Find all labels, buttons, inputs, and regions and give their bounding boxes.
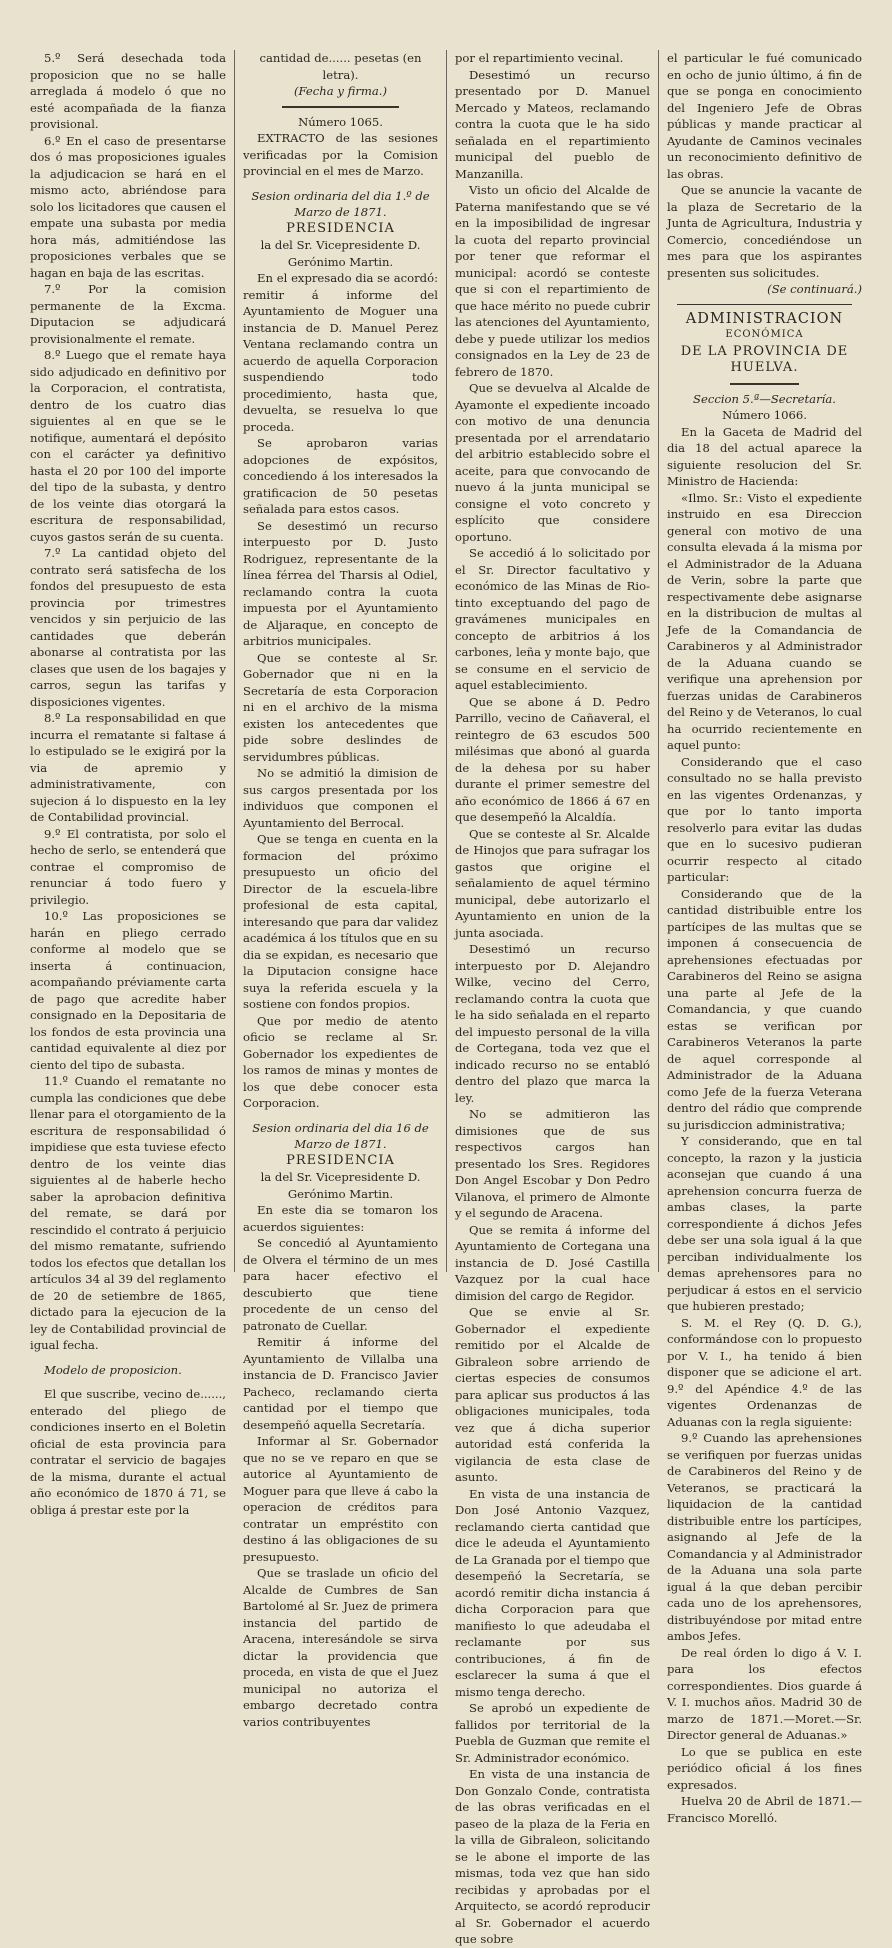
paragraph: Considerando que de la cantidad distribuible entre los partícipes de las multas que se imponen á consecuencia de aprehensiones efectuadas por Carabineros del Reino se asigna una parte al Jefe de la Comandancia, y que cuando estas se verifican por Carabineros Veteranos la parte de aquel corresponde al Administrador de la Aduana como Jefe de la fuerza Veterana dentro del rádio que comprende su jurisdiccion administrativa;: [667, 886, 862, 1132]
paragraph: Se aprobó un expediente de fallidos por territorial de la Puebla de Guzman que remite el Sr. Administrador económico.: [455, 1701, 650, 1765]
paragraph: De real órden lo digo á V. I. para los efectos correspondientes. Dios guarde á V. I. muchos años. Madrid 30 de marzo de 1871.—Moret.—Sr. Director general de Aduanas.»: [667, 1645, 862, 1742]
paragraph: En la Gaceta de Madrid del dia 18 del actual aparece la siguiente resolucion del Sr. Ministro de Hacienda:: [667, 424, 862, 488]
paragraph: Remitir á informe del Ayuntamiento de Villalba una instancia de D. Francisco Javier Pacheco, reclamando cierta cantidad por el tiempo que desempeñó aquella Secretaría.: [243, 1335, 438, 1432]
paragraph: S. M. el Rey (Q. D. G.), conformándose con lo propuesto por V. I., ha tenido á bien disponer que se adicione el art. 9.º del Apéndice 4.º de las vigentes Ordenanzas de Aduanas con la regla siguiente:: [667, 1315, 862, 1429]
notice-number: Número 1065.: [298, 114, 383, 129]
paragraph: 8.º La responsabilidad en que incurra el rematante si faltase á lo estipulado se le exigirá por la via de apremio y administrativamente, con sujecion á lo dispuesto en la ley de Contabilidad provincial.: [30, 711, 226, 824]
paragraph: Que se devuelva al Alcalde de Ayamonte el expediente incoado con motivo de una denuncia presentada por el arrendatario del arbitrio establecido sobre el aceite, para que convocando de nuevo á la junta municipal se consigne el voto concreto y esplícito que considere oportuno.: [455, 381, 650, 544]
paragraph: Se aprobaron varias adopciones de expósitos, concediendo á los interesados la gratificacion de 50 pesetas señalada para estos casos.: [243, 436, 438, 516]
paragraph: 9.º El contratista, por solo el hecho de serlo, se entenderá que contrae el compromiso de renunciar á todo fuero y privilegio.: [30, 826, 226, 907]
session-heading: Sesion ordinaria del dia 16 de Marzo de 1871.: [252, 1120, 429, 1151]
paragraph: Se concedió al Ayuntamiento de Olvera el término de un mes para hacer efectivo el descubierto que tiene procedente de un censo del patronato de Cuellar.: [243, 1236, 438, 1333]
presidencia-heading: PRESIDENCIA: [286, 1152, 395, 1168]
paragraph: El que suscribe, vecino de......, enterado del pliego de condiciones inserto en el Boletin oficial de esta provincia para contratar el servicio de bagajes de la misma, durante el actual año económico de 1870 á 71, se obliga á prestar este por la: [30, 1387, 226, 1517]
fecha-firma: (Fecha y firma.): [294, 84, 387, 98]
paragraph: Se desestimó un recurso interpuesto por D. Justo Rodriguez, representante de la línea férrea del Tharsis al Odiel, reclamando contra la cuota impuesta por el Ayuntamiento de Aljaraque, en concepto de arbitrios municipales.: [243, 518, 438, 648]
paragraph: Que se conteste al Sr. Alcalde de Hinojos que para sufragar los gastos que origine el señalamiento de aquel término municipal, debe autorizarlo el Ayuntamiento en union de la junta asociada.: [455, 826, 650, 940]
paragraph: 9.º Cuando las aprehensiones se verifiquen por fuerzas unidas de Carabineros del Reino y de Veteranos, se practicará la liquidacion de la cantidad distribuible entre los partícipes, asignando al Jefe de la Comandancia y al Administrador de la Aduana una sola parte igual á la que deban percibir cada uno de los aprehensores, distribuyéndose por mitad entre ambos Jefes.: [667, 1431, 862, 1643]
divider: [677, 304, 853, 305]
paragraph: cantidad de...... pesetas (en letra).: [259, 51, 422, 82]
paragraph: «Ilmo. Sr.: Visto el expediente instruido en esa Direccion general con motivo de una consulta elevada á la misma por el Administrador de la Aduana de Verin, sobre la parte que respectivamente debe asignarse en la distribucion de multas al Jefe de la Comandancia de Carabineros y al Administrador de la Aduana cuando se verifique una aprehension por fuerzas unidas de Carabineros del Reino y de Veteranos, lo cual ha ocurrido recientemente en aquel punto:: [667, 490, 862, 752]
paragraph: 6.º En el caso de presentarse dos ó mas proposiciones iguales la adjudicacion se hará en el mismo acto, abriéndose para solo los licitadores que causen el empate una subasta por media hora más, admitiéndose las proposiciones verbales que se hagan en baja de las escritas.: [30, 133, 226, 280]
seccion-heading: Seccion 5.ª—Secretaría.: [693, 391, 836, 406]
paragraph: No se admitieron las dimisiones que de sus respectivos cargos han presentado los Sres. Regidores Don Angel Escobar y Don Pedro Vilanova, el primero de Almonte y el segundo de Aracena.: [455, 1107, 650, 1220]
paragraph: 5.º Será desechada toda proposicion que no se halle arreglada á modelo ó que no esté acompañada de la fianza provisional.: [30, 51, 226, 131]
paragraph: Lo que se publica en este periódico oficial á los fines expresados.: [667, 1744, 862, 1792]
paragraph: Que se remita á informe del Ayuntamiento de Cortegana una instancia de D. José Castilla Vazquez por la cual hace dimision del cargo de Regidor.: [455, 1222, 650, 1303]
paragraph: Considerando que el caso consultado no se halla previsto en las vigentes Ordenanzas, y que por lo tanto importa resolverlo para evitar las dudas que en lo sucesivo pudieran ocurrir respecto al citado particular:: [667, 754, 862, 884]
paragraph: Desestimó un recurso presentado por D. Manuel Mercado y Mateos, reclamando contra la cuota que le ha sido señalada en el repartimiento municipal del pueblo de Manzanilla.: [455, 67, 650, 181]
signature-line: Huelva 20 de Abril de 1871.—Francisco Morelló.: [667, 1794, 862, 1825]
continuara: (Se continuará.): [767, 282, 862, 296]
paragraph: Informar al Sr. Gobernador que no se ve reparo en que se autorice al Ayuntamiento de Moguer para que lleve á cabo la operacion de créditos para contratar un empréstito con destino á las obligaciones de su presupuesto.: [243, 1434, 438, 1564]
paragraph: 8.º Luego que el remate haya sido adjudicado en definitivo por la Corporacion, el contratista, dentro de los cuatro dias siguientes al en que se le notifique, aumentará el depósito con el carácter ya definitivo hasta el 20 por 100 del importe del tipo de la subasta, y dentro de los veinte dias otorgará la escritura de responsabilidad, cuyos gastos serán de su cuenta.: [30, 348, 226, 544]
paragraph: Que se abone á D. Pedro Parrillo, vecino de Cañaveral, el reintegro de 63 escudos 500 milésimas que abonó al guarda de la dehesa por su haber durante el primer semestre del año económico de 1866 á 67 en que desempeñó la Alcaldía.: [455, 694, 650, 824]
paragraph: Y considerando, que en tal concepto, la razon y la justicia aconsejan que cuando á una aprehension concurra fuerza de ambas clases, la parte correspondiente á dichos Jefes debe ser una sola igual á la que perciban individualmente los demas aprehensores para no perjudicar á estos en el servicio que hubieren prestado;: [667, 1134, 862, 1313]
presidencia-sub: la del Sr. Vicepresidente D. Gerónimo Martin.: [260, 238, 421, 269]
notice-number: Número 1066.: [722, 408, 807, 422]
extracto-heading: EXTRACTO de las sesiones verificadas por la Comision provincial en el mes de Marzo.: [243, 131, 438, 178]
paragraph: En este dia se tomaron los acuerdos siguientes:: [243, 1203, 438, 1234]
section-province: DE LA PROVINCIA DE HUELVA.: [680, 343, 849, 375]
section-title: ADMINISTRACION: [685, 310, 844, 327]
paragraph: Se accedió á lo solicitado por el Sr. Director facultativo y económico de las Minas de Rio-tinto exceptuando del pago de gravámenes municipales en concepto de arbitrios á los carbones, leña y monte bajo, que se consume en el servicio de aquel establecimiento.: [455, 546, 650, 692]
presidencia-sub: la del Sr. Vicepresidente D. Gerónimo Martin.: [260, 1170, 421, 1201]
section-subtitle: ECONÓMICA: [725, 329, 804, 340]
paragraph: Que se envie al Sr. Gobernador el expediente remitido por el Alcalde de Gibraleon sobre arriendo de ciertas especies de consumos para aplicar sus productos á las obligaciones municipales, toda vez que á dicha superior autoridad está conferida la vigilancia de esta clase de asunto.: [455, 1305, 650, 1484]
paragraph: Que se anuncie la vacante de la plaza de Secretario de la Junta de Agricultura, Industria y Comercio, concediéndose un mes para que los aspirantes presenten sus solicitudes.: [667, 183, 862, 280]
paragraph: el particular le fué comunicado en ocho de junio último, á fin de que se ponga en conocimiento del Ingeniero Jefe de Obras públicas y mande practicar al Ayudante de Caminos vecinales un reconocimiento definitivo de las obras.: [667, 51, 862, 181]
paragraph: por el repartimiento vecinal.: [455, 51, 624, 65]
modelo-title: Modelo de proposicion.: [44, 1362, 182, 1377]
paragraph: 7.º Por la comision permanente de la Excma. Diputacion se adjudicará provisionalmente el remate.: [30, 282, 226, 346]
paragraph: Visto un oficio del Alcalde de Paterna manifestando que se vé en la imposibilidad de ingresar la cuota del reparto provincial por tener que reformar el municipal: acordó se conteste que si con el repartimiento de que hace mérito no puede cubrir las atenciones del Ayuntamiento, debe y puede utilizar los medios consignados en la Ley de 23 de febrero de 1870.: [455, 183, 650, 379]
session-heading: Sesion ordinaria del dia 1.º de Marzo de 1871.: [251, 188, 430, 219]
divider: [730, 383, 798, 385]
paragraph: En el expresado dia se acordó: remitir á informe del Ayuntamiento de Moguer una instancia de D. Manuel Perez Ventana reclamando contra un acuerdo de aquella Corporacion suspendiendo todo procedimiento, hasta que, devuelta, se resuelva lo que proceda.: [243, 271, 438, 434]
paragraph: En vista de una instancia de Don Gonzalo Conde, contratista de las obras verificadas en el paseo de la plaza de la Feria en la villa de Gibraleon, solicitando se le abone el importe de las mismas, toda vez que han sido recibidas y aprobadas por el Arquitecto, se acordó reproducir al Sr. Gobernador el acuerdo que sobre: [455, 1767, 650, 1946]
paragraph: Que se conteste al Sr. Gobernador que ni en la Secretaría de esta Corporacion ni en el archivo de la misma existen los antecedentes que pide sobre deslindes de servidumbres públicas.: [243, 650, 438, 764]
paragraph: 11.º Cuando el rematante no cumpla las condiciones que debe llenar para el otorgamiento de la escritura de responsabilidad ó impidiese que esta tuviese efecto dentro de los veinte dias siguientes al de haberle hecho saber la aprobacion definitiva del remate, se dará por rescindido el contrato á perjuicio del mismo rematante, sufriendo todos los efectos que detallan los artículos 34 al 39 del reglamento de 20 de setiembre de 1865, dictado para la ejecucion de la ley de Contabilidad provincial de igual fecha.: [30, 1074, 226, 1352]
paragraph: No se admitió la dimision de sus cargos presentada por los individuos que componen el Ayuntamiento del Berrocal.: [243, 766, 438, 830]
paragraph: En vista de una instancia de Don José Antonio Vazquez, reclamando cierta cantidad que dice le adeuda el Ayuntamiento de La Granada por el tiempo que desempeñó la Secretaría, se acordó remitir dicha instancia á dicha Corporacion para que manifiesto lo que adeudaba el reclamante por sus contribuciones, á fin de esclarecer la suma á que el mismo tenga derecho.: [455, 1486, 650, 1699]
column-4: [658, 50, 870, 1825]
column-1: [22, 50, 234, 1517]
column-2: [234, 50, 446, 1729]
paragraph: Que se tenga en cuenta en la formacion del próximo presupuesto un oficio del Director de la escuela-libre profesional de esta capital, interesando que para dar validez académica á los títulos que en su dia se expidan, es necesario que la Diputacion consigne hace suya la referida escuela y la sostiene con fondos propios.: [243, 832, 438, 1011]
divider: [282, 106, 399, 108]
paragraph: Que por medio de atento oficio se reclame al Sr. Gobernador los expedientes de los ramos de minas y montes de los que debe conocer esta Corporacion.: [243, 1013, 438, 1110]
paragraph: 7.º La cantidad objeto del contrato será satisfecha de los fondos del presupuesto de esta provincia por trimestres vencidos y sin perjuicio de las cantidades que deberán abonarse al contratista por las clases que usen de los bagajes y carros, segun las tarifas y disposiciones vigentes.: [30, 546, 226, 709]
paragraph: Desestimó un recurso interpuesto por D. Alejandro Wilke, vecino del Cerro, reclamando contra la cuota que le ha sido señalada en el reparto del impuesto personal de la villa de Cortegana, toda vez que el indicado recurso no se entabló dentro del plazo que marca la ley.: [455, 942, 650, 1105]
presidencia-heading: PRESIDENCIA: [286, 220, 395, 236]
column-3: [446, 50, 658, 1946]
paragraph: 10.º Las proposiciones se harán en pliego cerrado conforme al modelo que se inserta á continuacion, acompañando préviamente carta de pago que acredite haber consignado en la Depositaria de los fondos de esta provincia una cantidad equivalente al diez por ciento del tipo de subasta.: [30, 909, 226, 1072]
paragraph: Que se traslade un oficio del Alcalde de Cumbres de San Bartolomé al Sr. Juez de primera instancia del partido de Aracena, interesándole se sirva dictar la providencia que proceda, en vista de que el Juez municipal no autoriza el embargo decretado contra varios contribuyentes: [243, 1566, 438, 1729]
